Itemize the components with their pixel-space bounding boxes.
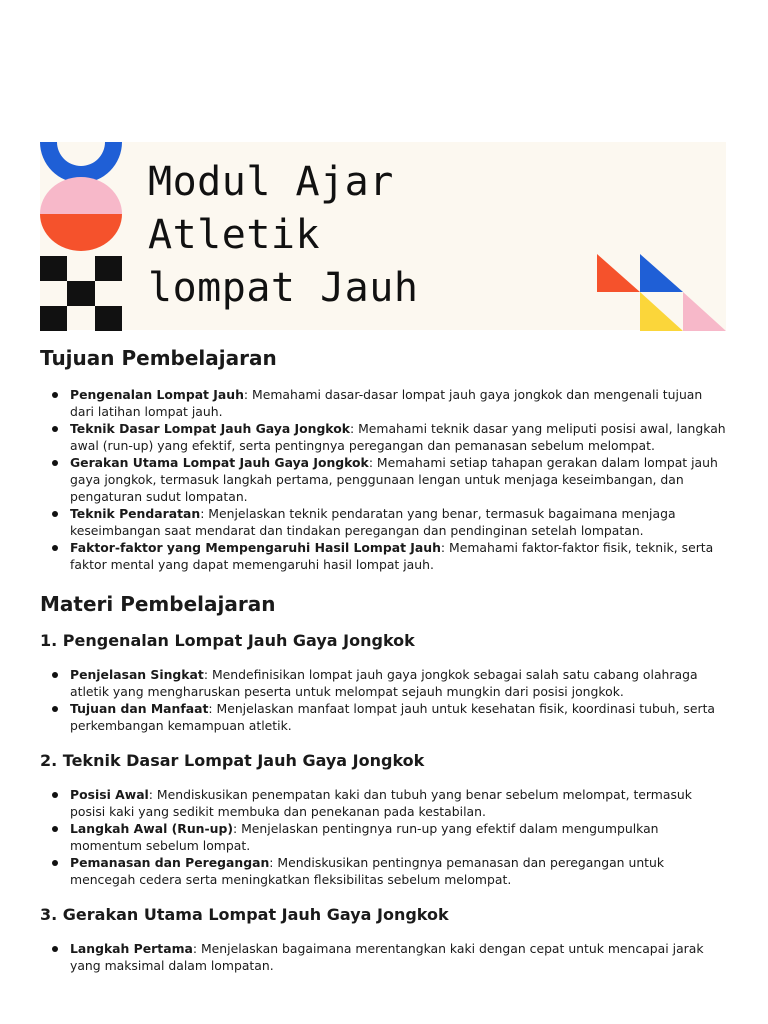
orange-half-circle-shape [40, 214, 122, 251]
list-item: Tujuan dan Manfaat: Menjelaskan manfaat lompat jauh untuk kesehatan fisik, koordinasi tubuh, serta perkembangan kemampuan atletik. [40, 700, 730, 734]
blue-arch-shape [40, 142, 122, 183]
list-item: Langkah Awal (Run-up): Menjelaskan pentingnya run-up yang efektif dalam mengumpulkan momentum sebelum lompat. [40, 820, 730, 854]
section-heading-tujuan: Tujuan Pembelajaran [40, 346, 277, 370]
list-item: Gerakan Utama Lompat Jauh Gaya Jongkok: Memahami setiap tahapan gerakan dalam lompat jauh gaya jongkok, termasuk langkah pertama, penggunaan lengan untuk menjaga keseimbangan, dan pengaturan sudut lompatan. [40, 454, 730, 505]
list-item: Pemanasan dan Peregangan: Mendiskusikan pentingnya pemanasan dan peregangan untuk mencegah cedera serta meningkatkan fleksibilitas sebelum melompat. [40, 854, 730, 888]
list-item: Penjelasan Singkat: Mendefinisikan lompat jauh gaya jongkok sebagai salah satu cabang olahraga atletik yang mengharuskan peserta untuk melompat sejauh mungkin dari posisi jongkok. [40, 666, 730, 700]
list-item: Teknik Pendaratan: Menjelaskan teknik pendaratan yang benar, termasuk bagaimana menjaga keseimbangan saat mendarat dan tindakan peregangan dan pendinginan setelah lompatan. [40, 505, 730, 539]
list-item: Langkah Pertama: Menjelaskan bagaimana merentangkan kaki dengan cepat untuk mencapai jarak yang maksimal dalam lompatan. [40, 940, 730, 974]
yellow-triangle-shape [640, 292, 683, 331]
list-item: Pengenalan Lompat Jauh: Memahami dasar-dasar lompat jauh gaya jongkok dan mengenali tujuan dari latihan lompat jauh. [40, 386, 730, 420]
pink-half-circle-shape [40, 177, 122, 214]
blue-triangle-shape [640, 254, 683, 292]
main-content [40, 344, 730, 974]
subsection-heading-1: 1. Pengenalan Lompat Jauh Gaya Jongkok [40, 631, 415, 650]
orange-triangle-shape [597, 254, 640, 292]
materi-list-2 [40, 786, 730, 888]
subsection-heading-3: 3. Gerakan Utama Lompat Jauh Gaya Jongkok [40, 905, 449, 924]
pink-triangle-shape [683, 292, 726, 331]
materi-list-1 [40, 666, 730, 734]
checkerboard-shape [40, 256, 122, 331]
title-line-3: lompat Jauh [148, 265, 419, 311]
list-item: Posisi Awal: Mendiskusikan penempatan kaki dan tubuh yang benar sebelum melompat, termasuk posisi kaki yang sedikit membuka dan penekanan pada kestabilan. [40, 786, 730, 820]
title-line-2: Atletik [148, 212, 321, 258]
page-title [148, 156, 418, 315]
title-line-1: Modul Ajar [148, 159, 394, 205]
materi-list-3 [40, 940, 730, 974]
geometric-decoration-right [597, 254, 727, 332]
subsection-heading-2: 2. Teknik Dasar Lompat Jauh Gaya Jongkok [40, 751, 425, 770]
tujuan-list [40, 386, 730, 573]
list-item: Faktor-faktor yang Mempengaruhi Hasil Lompat Jauh: Memahami faktor-faktor fisik, teknik, serta faktor mental yang dapat memengaruhi hasil lompat jauh. [40, 539, 730, 573]
geometric-decoration-left [0, 0, 140, 340]
list-item: Teknik Dasar Lompat Jauh Gaya Jongkok: Memahami teknik dasar yang meliputi posisi awal, langkah awal (run-up) yang efektif, serta pentingnya peregangan dan pemanasan sebelum melompat. [40, 420, 730, 454]
section-heading-materi: Materi Pembelajaran [40, 592, 276, 616]
